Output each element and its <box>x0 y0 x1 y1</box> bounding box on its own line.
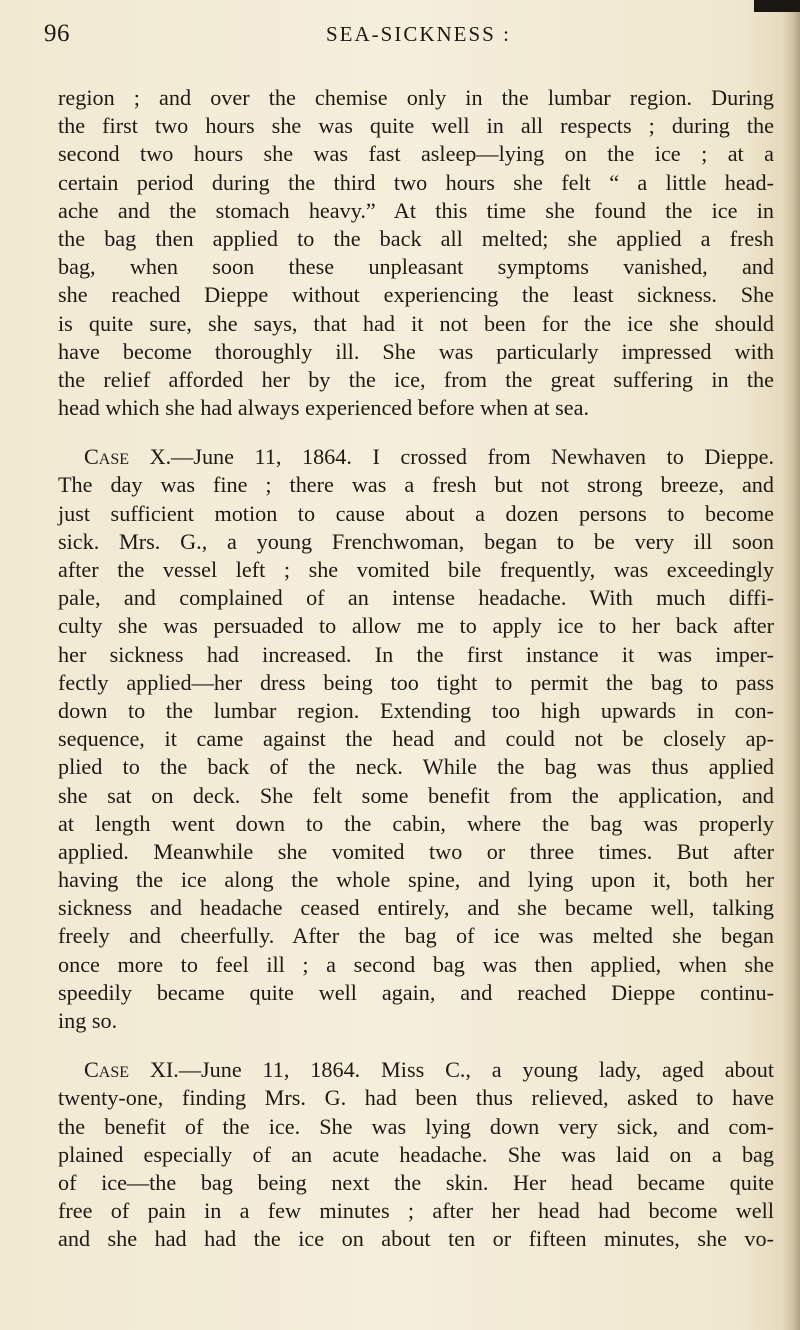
text-line: head which she had always experienced before when at sea. <box>58 395 590 421</box>
text-line: freely and cheerfully. After the bag of ice was melted she began <box>58 923 774 949</box>
text-line: the relief afforded her by the ice, from the great suffering in the <box>58 366 774 392</box>
text-line: twenty-one, finding Mrs. G. had been thus relieved, asked to have <box>58 1085 774 1111</box>
paragraph-gap <box>58 422 774 443</box>
case-label: Case <box>84 1057 130 1083</box>
text-line: once more to feel ill ; a second bag was then applied, when she <box>58 951 774 977</box>
text-line-rest: XI.—June 11, 1864. Miss C., a young lady, aged about <box>129 1057 774 1083</box>
text-line <box>58 443 774 471</box>
text-line: plied to the back of the neck. While the bag was thus applied <box>58 754 774 780</box>
text-line: fectly applied—her dress being too tight to permit the bag to pass <box>58 669 774 695</box>
text-line: at length went down to the cabin, where the bag was properly <box>58 810 774 836</box>
text-line: of ice—the bag being next the skin. Her head became quite <box>58 1169 774 1195</box>
text-line: applied. Meanwhile she vomited two or three times. But after <box>58 838 774 864</box>
text-line: ing so. <box>58 1008 118 1033</box>
text-line: the first two hours she was quite well in all respects ; during the <box>58 113 774 139</box>
case-label: Case <box>84 444 130 470</box>
text-line: region ; and over the chemise only in the lumbar region. During <box>58 85 774 110</box>
text-line: just sufficient motion to cause about a dozen persons to become <box>58 500 774 526</box>
page-number: 96 <box>44 20 70 47</box>
text-line: certain period during the third two hours she felt “ a little head- <box>58 169 774 195</box>
text-line-rest: X.—June 11, 1864. I crossed from Newhaven to Dieppe. <box>129 444 774 470</box>
paragraph-gap <box>58 1035 774 1056</box>
text-line: having the ice along the whole spine, and lying upon it, both her <box>58 867 774 893</box>
page-edge-shadow <box>782 0 800 1330</box>
text-line: she sat on deck. She felt some benefit from the application, and <box>58 782 774 808</box>
text-line: down to the lumbar region. Extending too high upwards in con- <box>58 697 774 723</box>
text-line: sequence, it came against the head and could not be closely ap- <box>58 726 774 752</box>
text-line: ache and the stomach heavy.” At this time she found the ice in <box>58 197 774 223</box>
text-line <box>58 1056 774 1084</box>
text-line: after the vessel left ; she vomited bile frequently, was exceedingly <box>58 557 774 582</box>
paragraph-case-xi <box>58 1056 774 1253</box>
text-line: the benefit of the ice. She was lying down very sick, and com- <box>58 1113 774 1139</box>
running-title: SEA-SICKNESS : <box>326 22 511 46</box>
running-head <box>44 12 764 52</box>
text-line: her sickness had increased. In the first instance it was imper- <box>58 641 774 667</box>
text-line: second two hours she was fast asleep—lying on the ice ; at a <box>58 141 774 167</box>
paragraph-case-x <box>58 443 774 1035</box>
body-text <box>58 84 774 1254</box>
text-line: pale, and complained of an intense headache. With much diffi- <box>58 585 774 611</box>
corner-mark <box>754 0 800 12</box>
text-line: the bag then applied to the back all melted; she applied a fresh <box>58 225 774 251</box>
text-line: free of pain in a few minutes ; after her head had become well <box>58 1198 774 1224</box>
text-line: she reached Dieppe without experiencing the least sickness. She <box>58 282 774 308</box>
text-line: is quite sure, she says, that had it not been for the ice she should <box>58 310 774 336</box>
text-line: sickness and headache ceased entirely, and she became well, talking <box>58 895 774 921</box>
text-line: have become thoroughly ill. She was particularly impressed with <box>58 338 774 364</box>
text-line: culty she was persuaded to allow me to apply ice to her back after <box>58 613 774 639</box>
text-line: plained especially of an acute headache. She was laid on a bag <box>58 1141 774 1167</box>
text-line: bag, when soon these unpleasant symptoms vanished, and <box>58 254 774 280</box>
text-line: sick. Mrs. G., a young Frenchwoman, began to be very ill soon <box>58 528 774 554</box>
text-line: The day was fine ; there was a fresh but not strong breeze, and <box>58 472 774 498</box>
paragraph-continuation <box>58 84 774 422</box>
text-line: and she had had the ice on about ten or fifteen minutes, she vo- <box>58 1226 774 1252</box>
text-line: speedily became quite well again, and reached Dieppe continu- <box>58 979 774 1005</box>
